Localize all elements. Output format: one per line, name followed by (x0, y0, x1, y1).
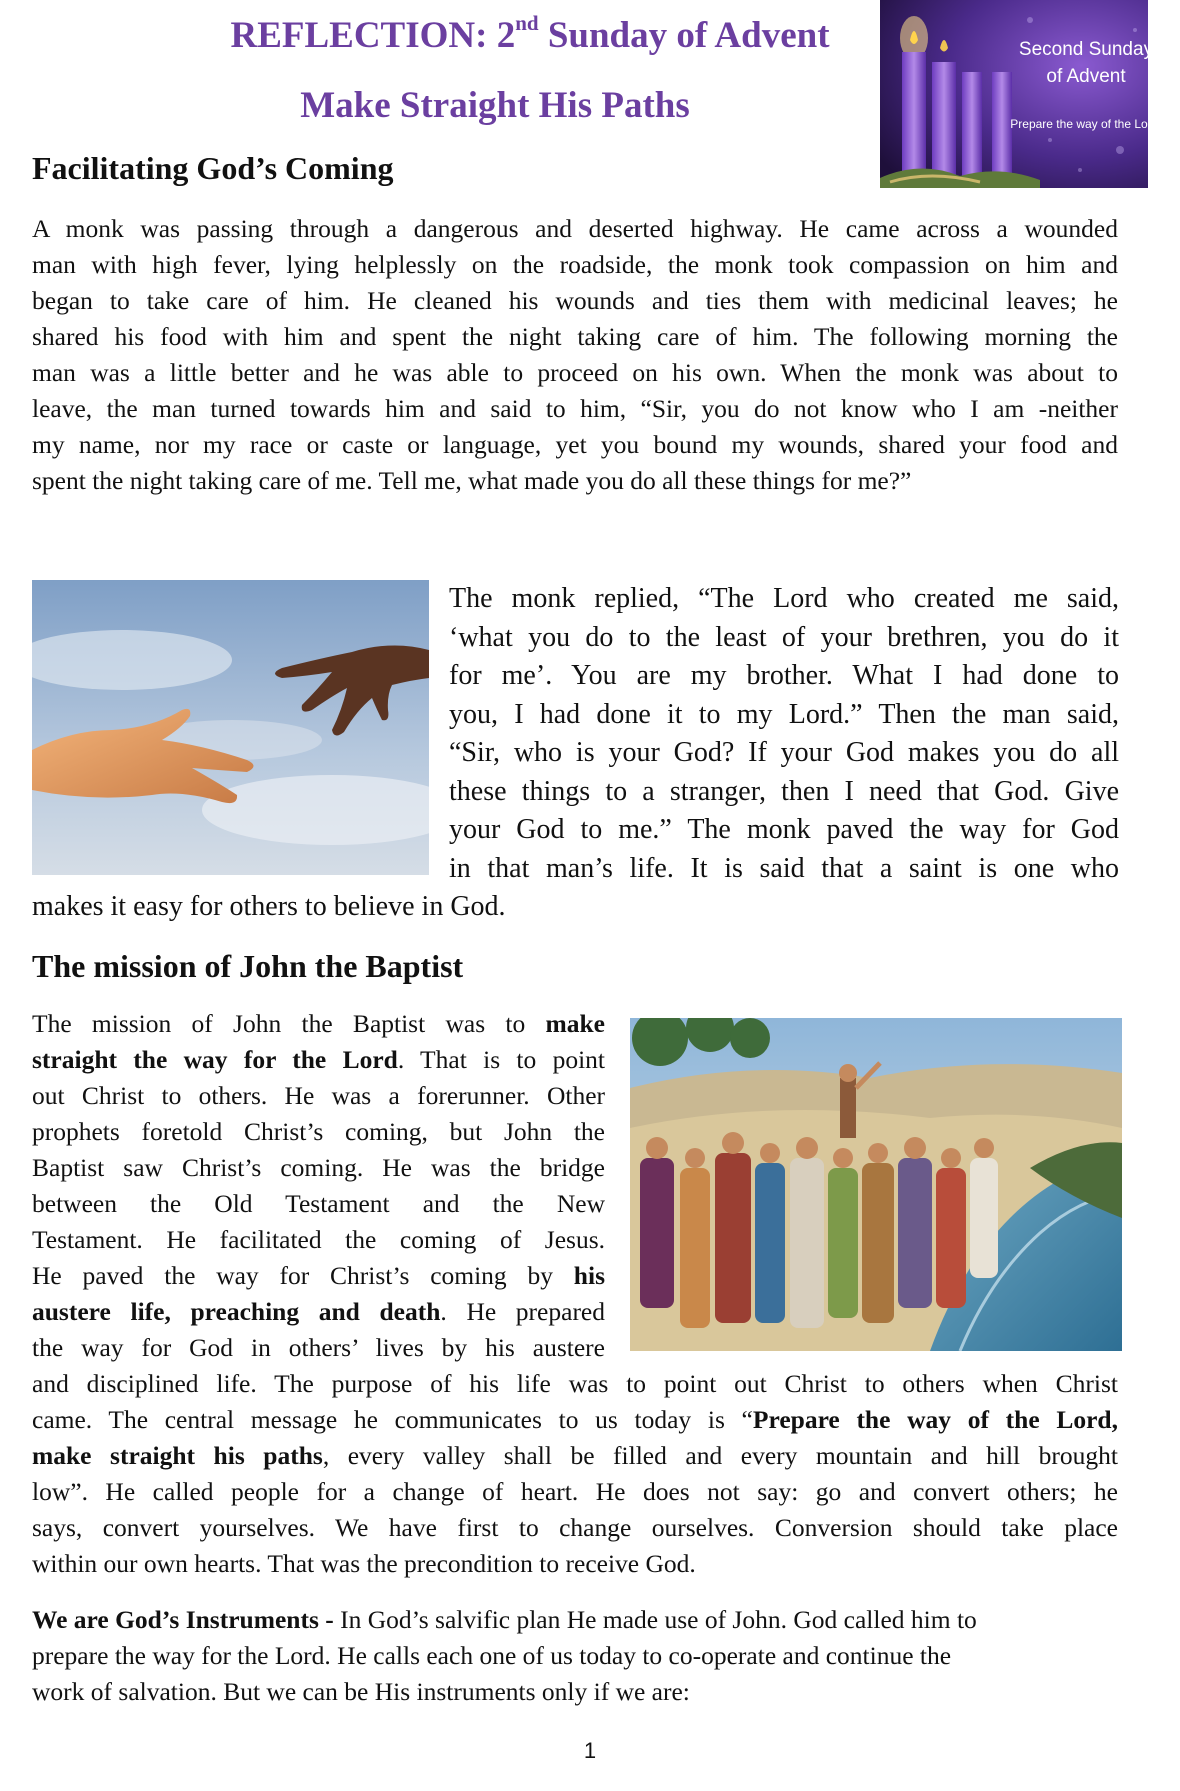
mission-line: out Christ to others. He was a forerunner. Other (32, 1081, 605, 1110)
story-line: A monk was passing through a dangerous and deserted highway. He came across a wounded (32, 214, 1118, 243)
mission-line: says, convert yourselves. We have first to change ourselves. Conversion should take place (32, 1513, 1118, 1542)
advent-image-line3: Prepare the way of the Lord! (1010, 117, 1148, 131)
page-title: REFLECTION: 2nd Sunday of Advent (230, 10, 830, 56)
page-number: 1 (583, 1738, 597, 1763)
mission-last-line: within our own hearts. That was the precondition to receive God. (32, 1549, 696, 1578)
section-heading-john-baptist: The mission of John the Baptist (32, 948, 464, 984)
instruments-lead: We are God’s Instruments - (32, 1605, 341, 1634)
instruments-paragraph (32, 1602, 1118, 1710)
reply-line: for me’. You are my brother. What I had done to (449, 660, 1119, 691)
story-paragraph (32, 211, 1118, 499)
story-line: my name, nor my race or caste or language, yet you bound my wounds, shared your food and (32, 430, 1118, 459)
reply-line: “Sir, who is your God? If your God makes you do all (449, 737, 1119, 768)
mission-paragraph-wide (32, 1366, 1118, 1546)
mission-line: straight the way for the Lord. That is to point (32, 1045, 605, 1074)
reply-line: in that man’s life. It is said that a saint is one who (449, 852, 1119, 884)
reply-line: ‘what you do to the least of your brethren, you do it (449, 621, 1119, 653)
story-line: shared his food with him and spent the night taking care of him. The following morning the (32, 322, 1118, 351)
john-baptist-preaching-image (630, 1018, 1122, 1351)
emphasis-text: make (545, 1009, 605, 1038)
instruments-line: We are God’s Instruments - In God’s salvific plan He made use of John. God called him to (32, 1605, 977, 1634)
mission-line: between the Old Testament and the New (32, 1189, 605, 1218)
emphasis-text: his (573, 1261, 605, 1290)
advent-image-line1: Second Sunday (1018, 39, 1148, 60)
reaching-hands-image (32, 580, 429, 875)
mission-line: make straight his paths, every valley shall be filled and every mountain and hill brought (32, 1441, 1119, 1470)
story-line: man was a little better and he was able to proceed on his own. When the monk was about to (32, 358, 1118, 387)
story-line: man with high fever, lying helplessly on the roadside, the monk took compassion on him and (32, 250, 1118, 279)
advent-candles-image (880, 0, 1148, 188)
story-line: spent the night taking care of me. Tell me, what made you do all these things for me?” (32, 466, 912, 495)
mission-line: the way for God in others’ lives by his austere (32, 1333, 605, 1362)
emphasis-text: Prepare the way of the Lord, (752, 1405, 1118, 1434)
monk-reply-paragraph (449, 580, 1119, 888)
story-line: began to take care of him. He cleaned his wounds and ties them with medicinal leaves; he (32, 286, 1118, 315)
mission-line: Baptist saw Christ’s coming. He was the bridge (32, 1153, 605, 1182)
mission-line: austere life, preaching and death. He prepared (32, 1297, 605, 1326)
emphasis-text: austere life, preaching and death (32, 1297, 441, 1326)
reply-line: these things to a stranger, then I need that God. Give (449, 775, 1119, 807)
story-line: leave, the man turned towards him and said to him, “Sir, you do not know who I am -neither (32, 394, 1118, 423)
mission-line: and disciplined life. The purpose of his life was to point out Christ to others when Christ (32, 1369, 1118, 1398)
mission-line: The mission of John the Baptist was to make (32, 1009, 605, 1038)
mission-line: came. The central message he communicates to us today is “Prepare the way of the Lord, (32, 1405, 1118, 1434)
mission-paragraph-narrow (32, 1006, 605, 1366)
reply-last-line: makes it easy for others to believe in God. (32, 891, 506, 922)
emphasis-text: straight the way for the Lord (32, 1045, 398, 1074)
reply-line: The monk replied, “The Lord who created me said, (449, 583, 1119, 614)
advent-image-line2: of Advent (1046, 66, 1126, 87)
instruments-line: prepare the way for the Lord. He calls each one of us today to co-operate and continue the (32, 1641, 952, 1670)
reply-line: your God to me.” The monk paved the way for God (449, 814, 1119, 845)
emphasis-text: make straight his paths (32, 1441, 323, 1470)
reply-line: you, I had done it to my Lord.” Then the man said, (449, 698, 1119, 730)
instruments-line: work of salvation. But we can be His instruments only if we are: (32, 1677, 690, 1706)
mission-line: prophets foretold Christ’s coming, but John the (32, 1117, 605, 1146)
section-heading-facilitating: Facilitating God’s Coming (32, 150, 394, 186)
page-subtitle: Make Straight His Paths (300, 85, 690, 126)
mission-line: Testament. He facilitated the coming of Jesus. (32, 1225, 605, 1254)
mission-line: He paved the way for Christ’s coming by his (32, 1261, 605, 1290)
mission-line: low”. He called people for a change of heart. He does not say: go and convert others; he (32, 1477, 1118, 1506)
